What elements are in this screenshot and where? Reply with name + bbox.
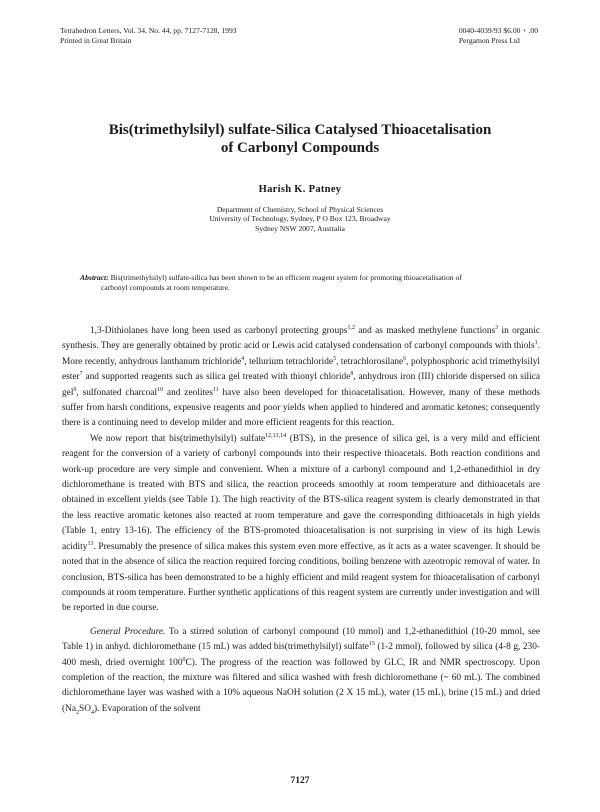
degree-mark: 0	[182, 656, 186, 663]
journal-citation	[60, 26, 237, 46]
citation: 6	[403, 355, 407, 362]
affiliation	[0, 205, 600, 233]
article-body	[62, 324, 540, 717]
procedure-label: General Procedure.	[90, 626, 166, 637]
journal-line: Tetrahedron Letters, Vol. 34, No. 44, pp. 7127-7128, 1993	[60, 26, 237, 35]
paragraph-intro: 1,3-Dithiolanes have long been used as carbonyl protecting groups$^{1,2}$ and as masked methylene functions$^3$ in organic synthesis. They are generally obtained by protic acid or Lewis acid catalysed condensation of carbonyl compounds with thiols$^1$. More recently, anhydrous lanthanum trichloride$^4$, tellurium tetrachloride$^5$, tetrachlorosilane$^6$, polyphosphoric acid trimethylsilyl ester$^7$ and supported reagents such as silica gel treated with thionyl chloride$^8$, anhydrous iron (III) chloride dispersed on silica gel$^9$, sulfonated charcoal$^{10}$ and zeolites$^{11}$ have also been developed for thioacetalisation. However, many of these methods suffer from harsh conditions, expensive reagents and poor yields when applied to hindered and aromatic ketones; consequently there is a continuing need to develop milder and more efficient reagents for this reaction.	[62, 324, 541, 429]
abstract-text: Bis(trimethylsilyl) sulfate-silica has been shown to be an efficient reagent system for promoting thioacetalisation of	[110, 273, 462, 282]
paragraph-procedure: General Procedure. To a stirred solution of carbonyl compound (10 mmol) and 1,2-ethanedithiol (10-20 mmol, see Table 1) in anhyd. dichloromethane (15 mL) was added bis(trimethylsilyl) sulfate$^{15}$ (1-2 mmol), followed by silica (4-8 g, 230-400 mesh, dried overnight $100^0C$). The progress of the reaction was followed by GLC, IR and NMR spectroscopy. Upon completion of the reaction, the mixture was filtered and silica washed with fresh dichloromethane (~ 60 mL). The combined dichloromethane layer was washed with a 10% aqueous NaOH solution (2 X 15 mL), water (15 mL), brine (15 mL) and dried $(Na_2SO_4)$. Evaporation of the solvent	[62, 626, 540, 716]
article-title	[40, 121, 560, 157]
abstract	[80, 273, 538, 292]
citation: 8	[350, 371, 354, 378]
affiliation-line: University of Technology, Sydney, P O Box 123, Broadway	[209, 214, 391, 224]
citation: 5	[333, 355, 337, 362]
author-name: Harish K. Patney	[258, 184, 342, 195]
citation: 1,2	[347, 324, 355, 331]
paragraph-report: We now report that bis(trimethylsilyl) sulfate$^{12,13,14}$ (BTS), in the presence of silica gel, is a very mild and efficient reagent for the conversion of a variety of carbonyl compounds into their respective thioacetals. Both reaction conditions and work-up procedure are very simple and convenient. When a mixture of a carbonyl compound and 1,2-ethanedithiol in dry dichloromethane is treated with BTS and silica, the reaction proceeds smoothly at room temperature and dithioacetals are obtained in excellent yields (see Table 1). The high reactivity of the BTS-silica reagent system is clearly demonstrated in that the less reactive aromatic ketones also reacted at room temperature and gave the corresponding dithioacetals in high yields (Table 1, entry 13-16). The efficiency of the BTS-promoted thioacetalisation is not surprising in view of its high Lewis acidity$^{13}$. Presumably the presence of silica makes this system even more effective, as it acts as a water scavenger. It should be noted that in the absence of silica the reaction required forcing conditions, boiling benzene with azeotropic removal of water. In conclusion, BTS-silica has been demonstrated to be a highly efficient and mild reagent system for thioacetalisation of carbonyl compounds at room temperature. Further synthetic applications of this reagent system are currently under investigation and will be reported in due course.	[62, 432, 540, 614]
printed-line: Printed in Great Britain	[60, 36, 132, 45]
citation: 12,13,14	[265, 432, 287, 439]
citation: 9	[73, 386, 77, 393]
citation: 13	[87, 540, 94, 547]
citation: 11	[212, 386, 219, 393]
subscript: 4	[90, 709, 94, 716]
title-line: Bis(trimethylsilyl) sulfate-Silica Catalysed Thioacetalisation	[108, 122, 492, 138]
price-code: 0040-4039/93 $6.00 + .00	[458, 26, 538, 35]
abstract-line	[80, 273, 538, 283]
publisher: Pergamon Press Ltd	[458, 36, 520, 45]
citation: 1	[534, 340, 538, 347]
title-line: of Carbonyl Compounds	[220, 140, 380, 156]
abstract-text: carbonyl compounds at room temperature.	[101, 282, 230, 292]
abstract-label: Abstract:	[80, 273, 109, 282]
citation: 7	[79, 371, 83, 378]
page-number: 7127	[290, 776, 310, 786]
subscript: 2	[76, 709, 80, 716]
affiliation-line: Sydney NSW 2007, Australia	[255, 223, 345, 233]
citation: 10	[157, 386, 164, 393]
citation: 3	[495, 324, 499, 331]
affiliation-line: Department of Chemistry, School of Physical Sciences	[216, 205, 384, 214]
journal-code	[459, 26, 538, 46]
citation: 15	[368, 641, 375, 648]
citation: 4	[241, 355, 245, 362]
